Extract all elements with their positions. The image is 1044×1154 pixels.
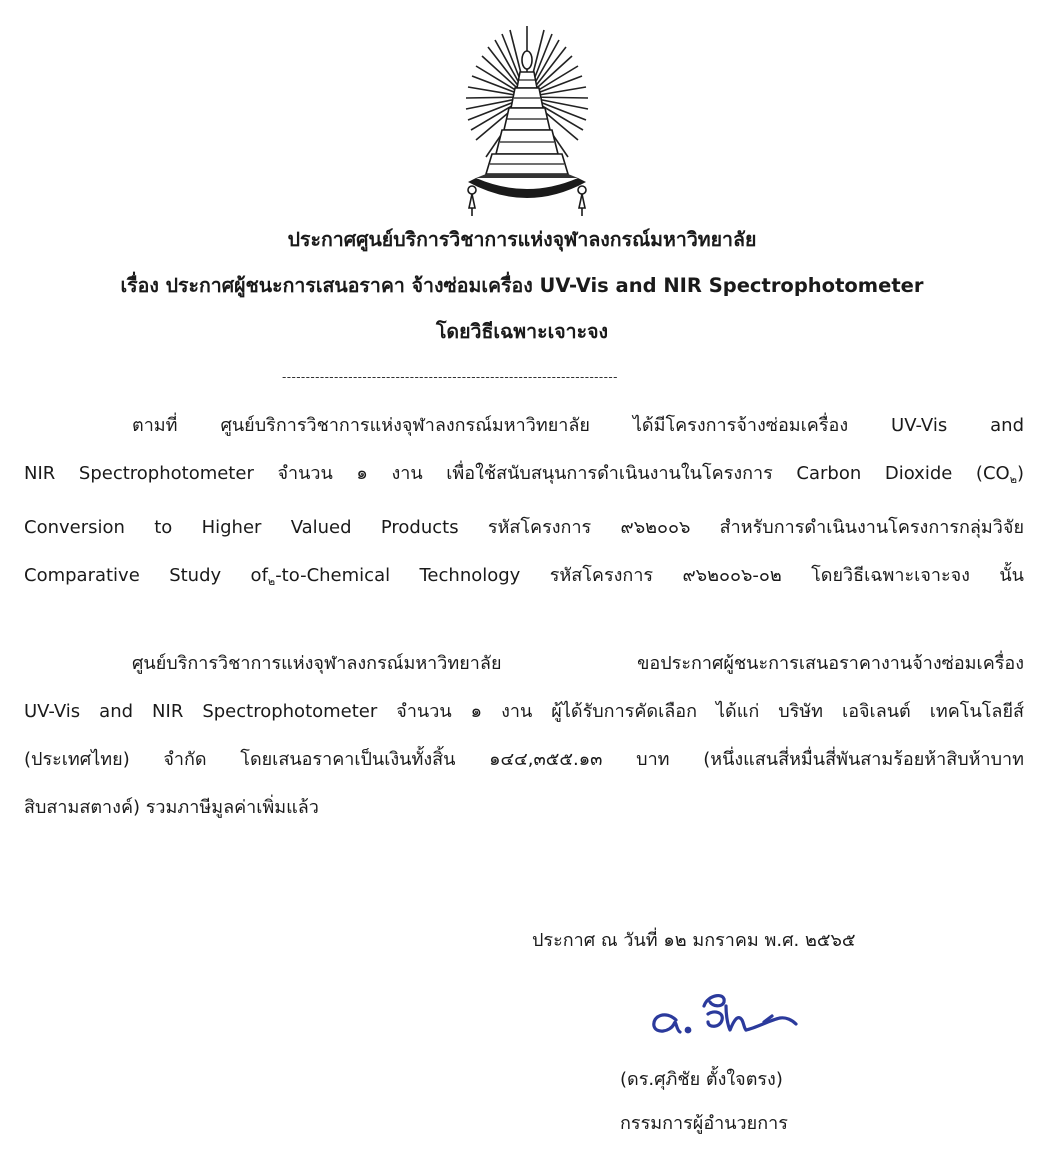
signer-position: กรรมการผู้อำนวยการ [620,1113,788,1134]
paragraph-1-line-2: NIR Spectrophotometer จำนวน ๑ งาน เพื่อใช้สนับสนุนการดำเนินงานในโครงการ Carbon Dioxide $(CO_๒)$ [24,463,1024,486]
paragraph-2-line-1: ศูนย์บริการวิชาการแห่งจุฬาลงกรณ์มหาวิทยาลัย ขอประกาศผู้ชนะการเสนอราคางานจ้างซ่อมเครื่อง [132,653,1024,674]
announcement-title: ประกาศศูนย์บริการวิชาการแห่งจุฬาลงกรณ์มหาวิทยาลัย [287,228,757,251]
paragraph-background [24,402,1024,606]
procurement-method: โดยวิธีเฉพาะเจาะจง [435,320,609,343]
separator-line: ----------------------------------------------------------------------- [282,370,618,384]
signature-icon [646,980,816,1050]
announcement-date: ประกาศ ณ วันที่ ๑๒ มกราคม พ.ศ. ๒๕๖๕ [532,930,856,951]
paragraph-2-line-3: (ประเทศไทย) จำกัด โดยเสนอราคาเป็นเงินทั้งสิ้น ๑๔๔,๓๕๕.๑๓ บาท (หนึ่งแสนสี่หมื่นสี่พันสามร้อยห้าสิบห้าบาท [24,749,1024,770]
paragraph-1-line-3: Conversion to Higher Valued Products รหัสโครงการ ๙๖๒๐๐๖ สำหรับการดำเนินงานโครงการกลุ่มวิจัย [24,517,1024,538]
signer-name: (ดร.ศุภิชัย ตั้งใจตรง) [620,1069,783,1090]
paragraph-2-line-4: สิบสามสตางค์) รวมภาษีมูลค่าเพิ่มแล้ว [24,797,319,818]
announcement-subject: เรื่อง ประกาศผู้ชนะการเสนอราคา จ้างซ่อมเครื่อง UV-Vis and NIR Spectrophotometer [120,274,924,297]
paragraph-1-line-4: Comparative Study $of_๒-to$-Chemical Technology รหัสโครงการ ๙๖๒๐๐๖-๐๒ โดยวิธีเฉพาะเจาะจง นั้น [24,565,1024,588]
chulalongkorn-emblem-icon [462,22,592,222]
announcement-title-block [0,228,1044,366]
paragraph-2-line-2: UV-Vis and NIR Spectrophotometer จำนวน ๑ งาน ผู้ได้รับการคัดเลือก ได้แก่ บริษัท เอจิเลนต์ เทคโนโลยีส์ [24,701,1024,722]
paragraph-winner-announcement [24,640,1024,832]
paragraph-1-line-1: ตามที่ ศูนย์บริการวิชาการแห่งจุฬาลงกรณ์มหาวิทยาลัย ได้มีโครงการจ้างซ่อมเครื่อง UV-Vis and [132,415,1024,436]
